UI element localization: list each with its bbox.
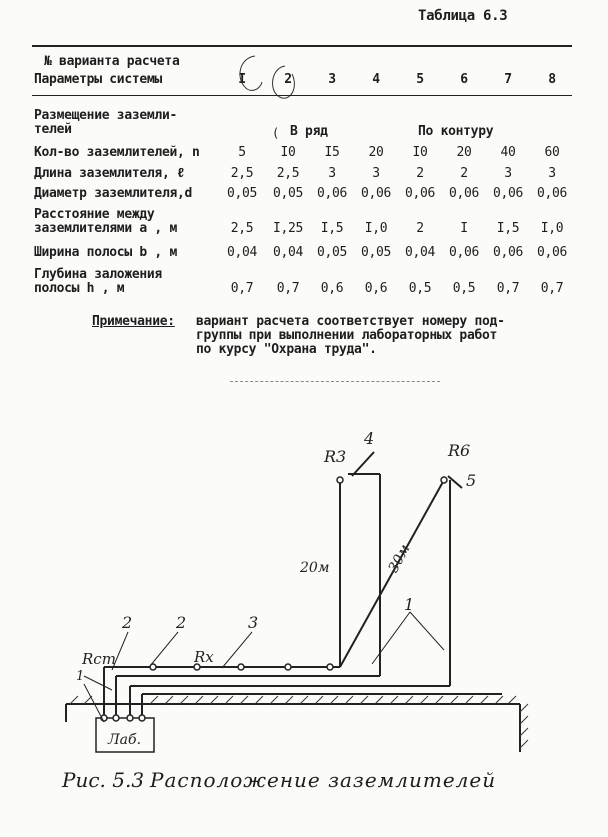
label-rx: Rx [194, 648, 214, 666]
handwritten-circle-marks [230, 46, 320, 106]
variant-6: 6 [460, 72, 468, 87]
value-cell: 0,7 [230, 281, 254, 296]
note-line-1: вариант расчета соответствует номеру под- [196, 314, 505, 329]
value-cell: 0,6 [320, 281, 344, 296]
value-cell: I,5 [320, 221, 344, 236]
callout-4-text: 4 [364, 429, 375, 448]
label-rst: Rст [82, 650, 116, 668]
row-label-depth: Глубина заложения [34, 267, 162, 282]
value-cell: I,25 [272, 221, 304, 236]
row-label-count: Кол-во заземлителей, n [34, 145, 200, 160]
tick-mark: ( [272, 126, 280, 140]
variant-1: I [238, 72, 246, 87]
value-cell: 0,04 [272, 245, 304, 260]
value-cell: 0,06 [360, 186, 392, 201]
figure-caption-number: Рис. 5.3 [62, 768, 145, 792]
value-cell: 0,06 [492, 245, 524, 260]
row-label-spacing: Расстояние между [34, 207, 155, 222]
table-title: Таблица 6.3 [418, 8, 508, 24]
value-cell: 0,04 [404, 245, 436, 260]
value-cell: 0,06 [536, 186, 568, 201]
variant-7: 7 [504, 72, 512, 87]
value-cell: I,0 [364, 221, 388, 236]
label-r6: R6 [448, 441, 471, 460]
header-bottom-rule [32, 95, 572, 96]
value-cell: 0,6 [364, 281, 388, 296]
electrode-nodes [101, 477, 447, 721]
value-cell: 0,7 [276, 281, 300, 296]
note-line-3: по курсу "Охрана труда". [196, 342, 377, 357]
value-cell: 3 [504, 166, 512, 181]
variant-header-label: № варианта расчета [44, 54, 180, 69]
value-cell: I [460, 221, 468, 236]
value-cell: 0,05 [272, 186, 304, 201]
value-cell: 0,06 [448, 245, 480, 260]
value-cell: I0 [280, 145, 296, 160]
value-cell: 0,5 [408, 281, 432, 296]
value-cell: 40 [500, 145, 516, 160]
label-30m: 30м [385, 541, 414, 576]
value-cell: 2 [416, 221, 424, 236]
value-cell: 3 [548, 166, 556, 181]
lab-wires [104, 474, 502, 718]
value-cell: 60 [544, 145, 560, 160]
variant-2: 2 [284, 72, 292, 87]
variant-3: 3 [328, 72, 336, 87]
variant-5: 5 [416, 72, 424, 87]
note-prefix: Примечание: [92, 314, 175, 329]
placement-label: Размещение заземли- [34, 108, 178, 123]
value-cell: 3 [328, 166, 336, 181]
row-label-length: Длина заземлителя, ℓ [34, 166, 185, 181]
label-20m: 20м [300, 560, 330, 576]
value-cell: 2 [416, 166, 424, 181]
variant-8: 8 [548, 72, 556, 87]
placement-label-cont: телей [34, 122, 72, 137]
value-cell: I5 [324, 145, 340, 160]
callout-5-text: 5 [466, 471, 477, 490]
value-cell: 0,06 [448, 186, 480, 201]
value-cell: 20 [368, 145, 384, 160]
value-cell: 20 [456, 145, 472, 160]
value-cell: 2,5 [230, 221, 254, 236]
lab-box-label: Лаб. [108, 732, 142, 748]
value-cell: 0,7 [540, 281, 564, 296]
callout-2a-text: 2 [122, 613, 133, 632]
callout-1a-text: 1 [404, 595, 415, 614]
value-cell: 0,06 [536, 245, 568, 260]
row-label-spacing-cont: заземлителями a , м [34, 221, 178, 236]
value-cell: 0,5 [452, 281, 476, 296]
label-r3: R3 [324, 447, 347, 466]
variant-4: 4 [372, 72, 380, 87]
callout-3-text: 3 [248, 613, 259, 632]
value-cell: 2,5 [230, 166, 254, 181]
value-cell: I0 [412, 145, 428, 160]
value-cell: 0,7 [496, 281, 520, 296]
value-cell: 0,06 [492, 186, 524, 201]
value-cell: I,0 [540, 221, 564, 236]
value-cell: 0,06 [404, 186, 436, 201]
placement-on-contour: По контуру [418, 124, 494, 139]
row-label-diameter: Диаметр заземлителя,d [34, 186, 193, 201]
value-cell: 5 [238, 145, 246, 160]
value-cell: 0,05 [226, 186, 258, 201]
value-cell: I,5 [496, 221, 520, 236]
callout-2b-text: 2 [176, 613, 187, 632]
value-cell: 0,05 [316, 245, 348, 260]
value-cell: 2 [460, 166, 468, 181]
callout-1b-text: 1 [76, 669, 85, 684]
placement-in-row: В ряд [290, 124, 328, 139]
note-line-2: группы при выполнении лабораторных работ [196, 328, 498, 343]
row-label-width: Ширина полосы b , м [34, 245, 178, 260]
value-cell: 2,5 [276, 166, 300, 181]
value-cell: 0,06 [316, 186, 348, 201]
value-cell: 0,04 [226, 245, 258, 260]
row-label-depth-cont: полосы h , м [34, 281, 125, 296]
params-header-label: Параметры системы [34, 72, 162, 87]
figure-caption-text: Расположение заземлителей [150, 768, 497, 792]
value-cell: 0,05 [360, 245, 392, 260]
value-cell: 3 [372, 166, 380, 181]
